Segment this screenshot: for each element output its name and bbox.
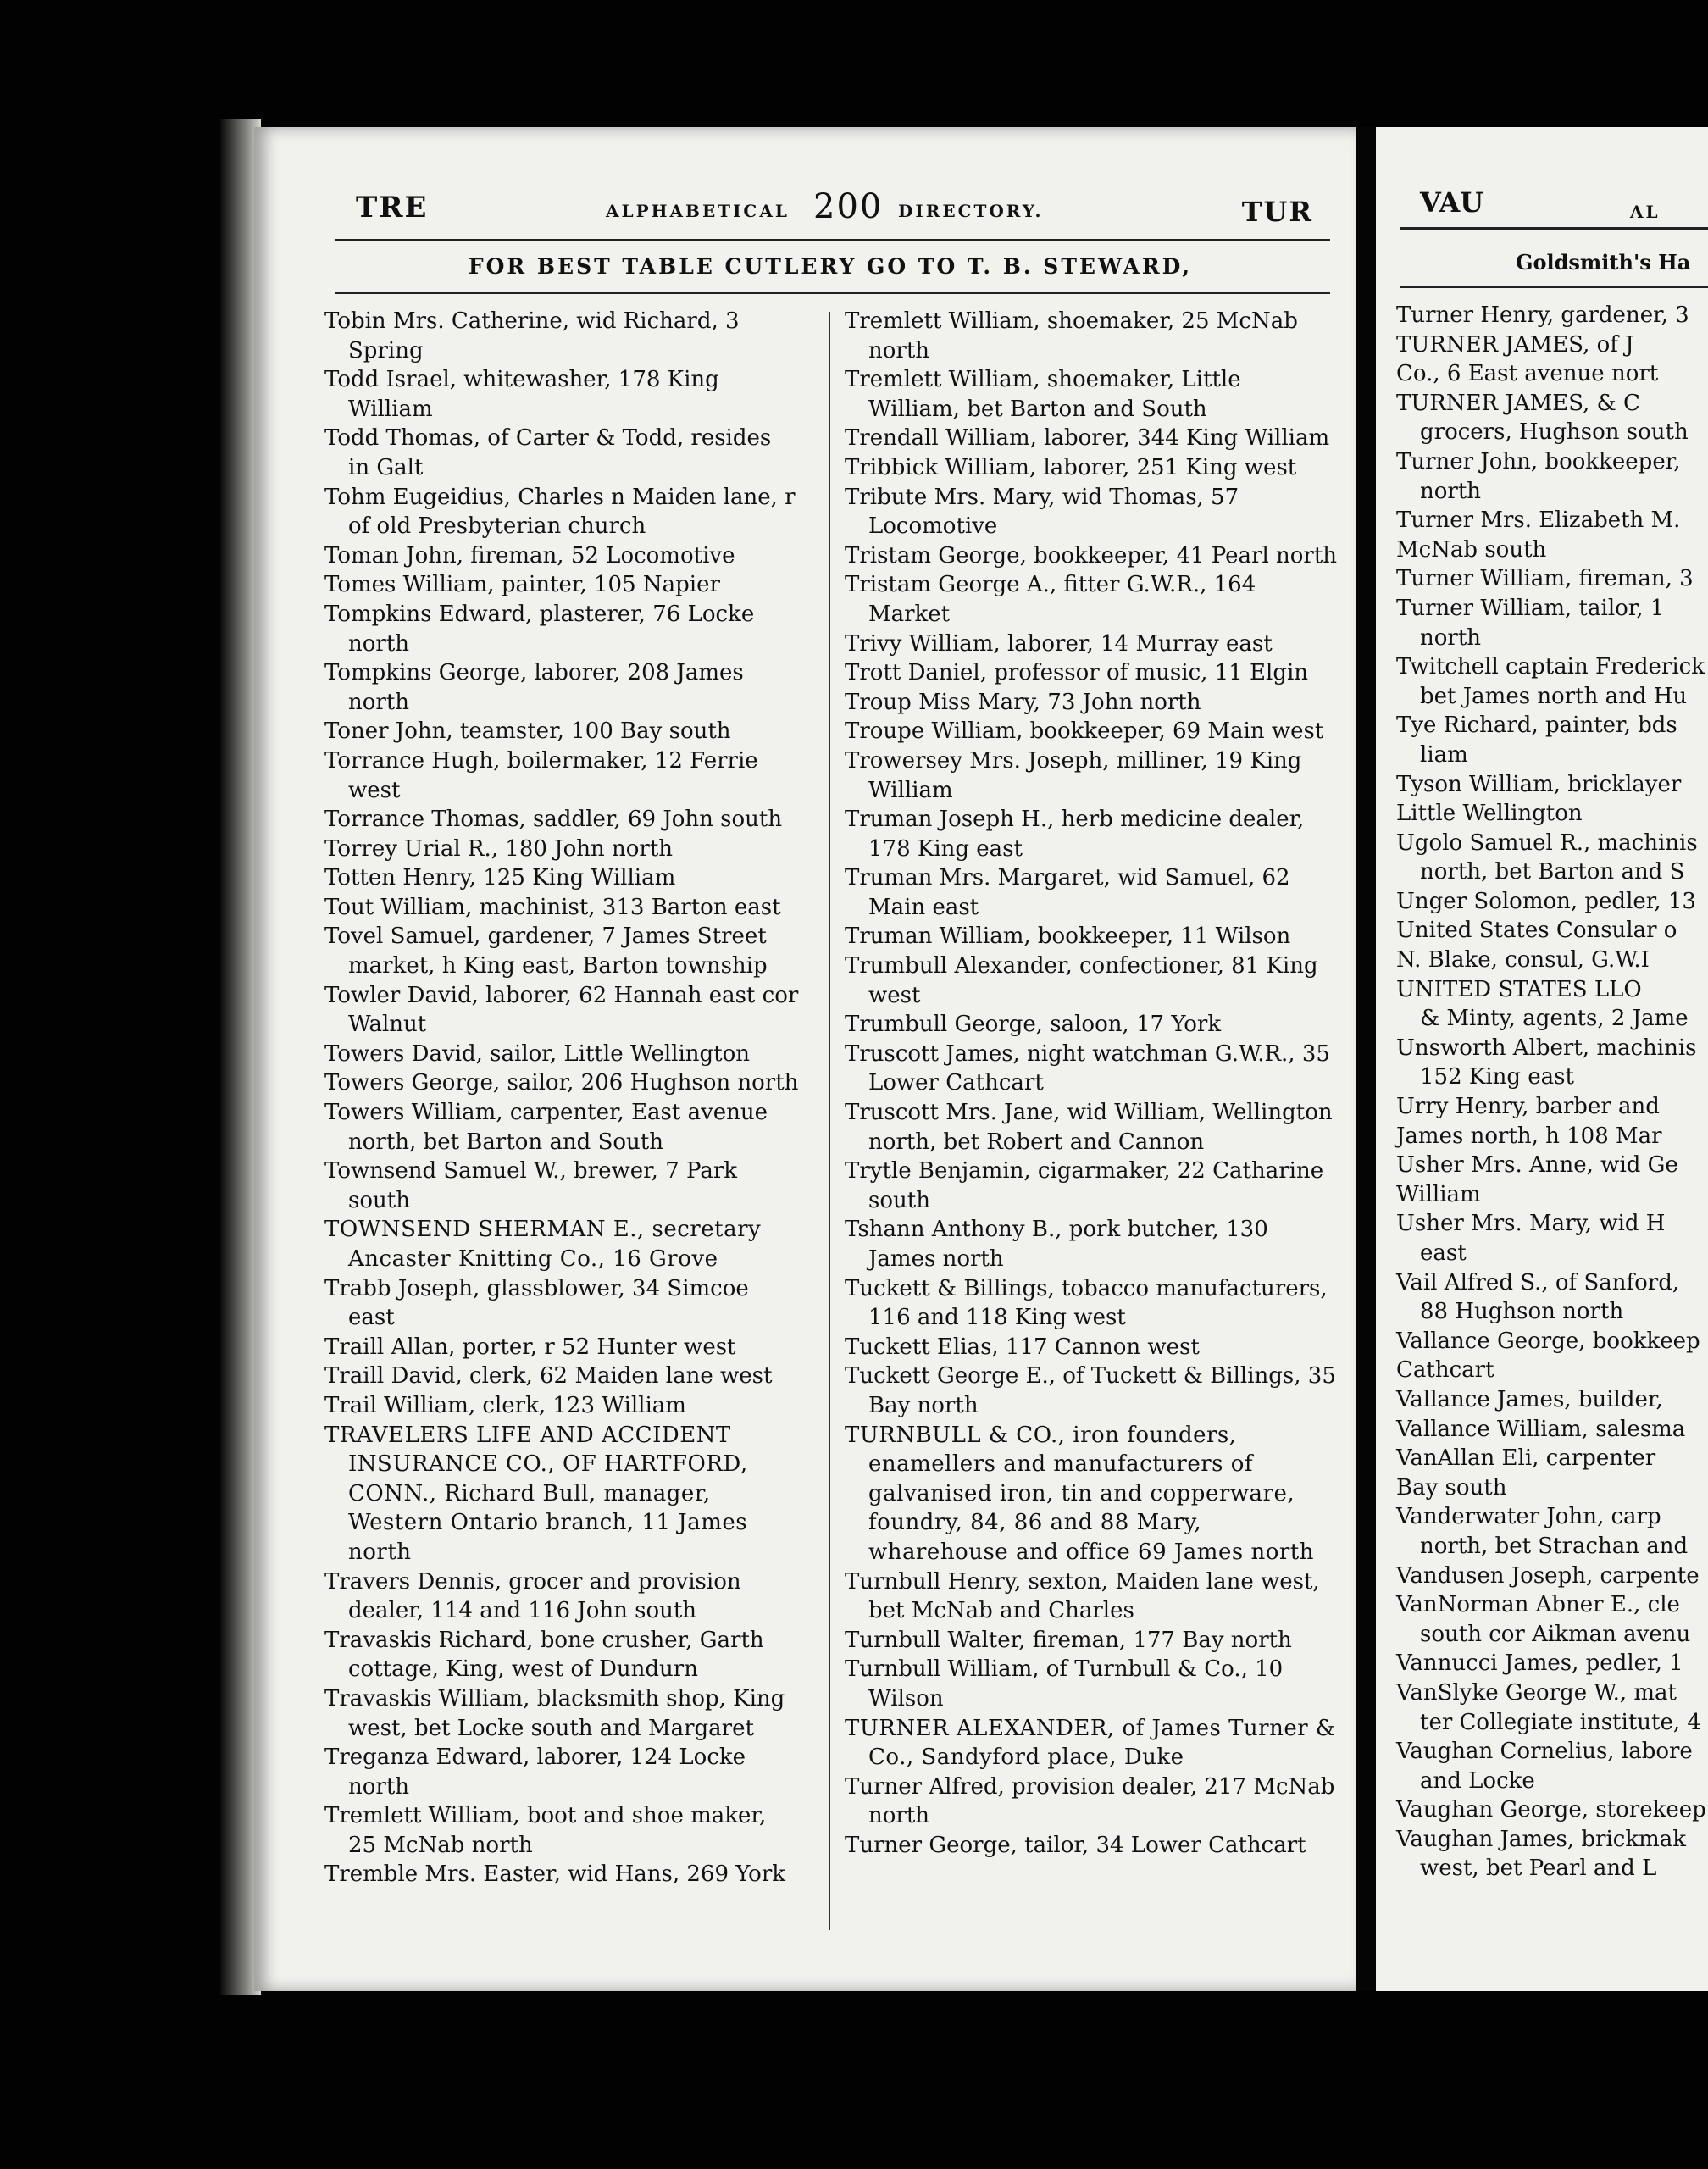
directory-entry: TRAVELERS LIFE AND ACCIDENT INSURANCE CO., OF HARTFORD, CONN., Richard Bull, manager, Western Ontario branch, 11 James north xyxy=(324,1422,748,1565)
directory-entry: Torrance Hugh, boilermaker, 12 Ferrie west xyxy=(324,747,758,803)
directory-line-fragment: south cor Aikman avenu xyxy=(1420,1621,1691,1647)
directory-line-fragment: north, bet Barton and S xyxy=(1420,859,1685,885)
directory-title-part2: DIRECTORY. xyxy=(898,201,1044,221)
directory-entry: Totten Henry, 125 King William xyxy=(324,865,676,891)
directory-entry: Trendall William, laborer, 344 King William xyxy=(845,425,1330,452)
directory-line-fragment: Twitchell captain Frederick xyxy=(1396,654,1705,680)
directory-entry: Troupe William, bookkeeper, 69 Main west xyxy=(845,718,1324,745)
directory-entry: Trytle Benjamin, cigarmaker, 22 Catharine south xyxy=(845,1158,1324,1213)
directory-entry: Trowersey Mrs. Joseph, milliner, 19 King William xyxy=(845,747,1302,803)
directory-line-fragment: Co., 6 East avenue nort xyxy=(1396,361,1659,387)
directory-line-fragment: Turner Henry, gardener, 3 xyxy=(1396,302,1689,328)
right-page xyxy=(1376,127,1708,1991)
directory-line-fragment: Vallance George, bookkeep xyxy=(1396,1328,1700,1354)
directory-line-fragment: Unger Solomon, pedler, 13 xyxy=(1396,888,1696,914)
directory-entry: Trabb Joseph, glassblower, 34 Simcoe east xyxy=(324,1275,749,1331)
directory-entry: Torrance Thomas, saddler, 69 John south xyxy=(324,807,783,833)
directory-line-fragment: ter Collegiate institute, 4 xyxy=(1420,1709,1701,1735)
directory-line-fragment: Usher Mrs. Anne, wid Ge xyxy=(1396,1152,1678,1179)
directory-line-fragment: Vail Alfred S., of Sanford, xyxy=(1396,1269,1680,1295)
directory-line-fragment: William xyxy=(1396,1181,1481,1207)
directory-entry: Turner Alfred, provision dealer, 217 McNab north xyxy=(845,1773,1335,1829)
directory-entry: Trivy William, laborer, 14 Murray east xyxy=(845,630,1273,657)
directory-entry: Truscott James, night watchman G.W.R., 35 Lower Cathcart xyxy=(845,1040,1330,1096)
directory-entry: TURNBULL & CO., iron founders, enamellers and manufacturers of galvanised iron, tin and copperware, foundry, 84, 86 and 88 Mary, wharehouse and office 69 James north xyxy=(845,1422,1314,1565)
directory-entry: Tshann Anthony B., pork butcher, 130 James north xyxy=(845,1217,1268,1272)
directory-entry: Torrey Urial R., 180 John north xyxy=(324,835,674,862)
directory-line-fragment: McNab south xyxy=(1396,536,1547,563)
directory-line-fragment: VanNorman Abner E., cle xyxy=(1396,1592,1680,1618)
directory-entry: Towers William, carpenter, East avenue north, bet Barton and South xyxy=(324,1100,768,1155)
directory-entry: Truman William, bookkeeper, 11 Wilson xyxy=(845,924,1291,950)
directory-entry: Trumbull Alexander, confectioner, 81 King west xyxy=(845,953,1318,1008)
directory-entry: Todd Thomas, of Carter & Todd, resides in Galt xyxy=(324,425,772,480)
directory-entry: Trail William, clerk, 123 William xyxy=(324,1392,686,1418)
directory-line-fragment: and Locke xyxy=(1420,1767,1535,1794)
directory-line-fragment: VanAllan Eli, carpenter xyxy=(1396,1445,1656,1472)
directory-entry: Tremlett William, shoemaker, Little William, bet Barton and South xyxy=(845,367,1241,422)
directory-entry: Tuckett & Billings, tobacco manufacturers, 116 and 118 King west xyxy=(845,1275,1328,1331)
directory-line-fragment: north, bet Strachan and xyxy=(1420,1533,1689,1559)
directory-line-fragment: James north, h 108 Mar xyxy=(1396,1123,1662,1149)
directory-entry: Turner George, tailor, 34 Lower Cathcart xyxy=(845,1832,1306,1858)
directory-line-fragment: west, bet Pearl and L xyxy=(1420,1856,1657,1882)
directory-entry: Turnbull William, of Turnbull & Co., 10 Wilson xyxy=(845,1656,1284,1711)
directory-line-fragment: Tyson William, bricklayer xyxy=(1396,771,1682,797)
directory-line-fragment: N. Blake, consul, G.W.I xyxy=(1396,947,1650,974)
page-gutter xyxy=(1356,127,1376,1991)
directory-line-fragment: 152 King east xyxy=(1420,1064,1574,1090)
directory-entry: Truman Mrs. Margaret, wid Samuel, 62 Main east xyxy=(845,865,1290,920)
directory-entry: Tremble Mrs. Easter, wid Hans, 269 York xyxy=(324,1861,786,1888)
right-page-banner: Goldsmith's Ha xyxy=(1516,250,1691,275)
directory-entry: Tompkins Edward, plasterer, 76 Locke north xyxy=(324,601,755,657)
directory-line-fragment: Vallance James, builder, xyxy=(1396,1386,1663,1412)
right-banner-rule xyxy=(1400,286,1708,288)
directory-entry: Towers David, sailor, Little Wellington xyxy=(324,1040,751,1067)
directory-entry: TURNER ALEXANDER, of James Turner & Co., Sandyford place, Duke xyxy=(845,1715,1336,1771)
directory-entry: Tobin Mrs. Catherine, wid Richard, 3 Spring xyxy=(324,308,740,363)
directory-line-fragment: Cathcart xyxy=(1396,1357,1494,1384)
directory-entry: Travaskis Richard, bone crusher, Garth cottage, King, west of Dundurn xyxy=(324,1627,764,1683)
directory-entry: Turnbull Walter, fireman, 177 Bay north xyxy=(845,1627,1292,1653)
directory-line-fragment: north xyxy=(1420,478,1482,504)
directory-line-fragment: Vanderwater John, carp xyxy=(1396,1504,1661,1530)
directory-entry: Tribute Mrs. Mary, wid Thomas, 57 Locomotive xyxy=(845,484,1239,540)
directory-entry: Tremlett William, boot and shoe maker, 25 McNab north xyxy=(324,1803,767,1858)
directory-line-fragment: Turner John, bookkeeper, xyxy=(1396,448,1681,474)
directory-line-fragment: Vandusen Joseph, carpente xyxy=(1396,1562,1700,1589)
right-column xyxy=(1396,301,1708,1883)
directory-entry: Trumbull George, saloon, 17 York xyxy=(845,1012,1222,1038)
running-head xyxy=(356,187,1313,241)
directory-entry: Tovel Samuel, gardener, 7 James Street market, h King east, Barton township xyxy=(324,924,768,979)
directory-entry: Todd Israel, whitewasher, 178 King William xyxy=(324,367,719,422)
directory-entry: Toman John, fireman, 52 Locomotive xyxy=(324,542,735,569)
directory-entry: Towers George, sailor, 206 Hughson north xyxy=(324,1070,799,1096)
directory-line-fragment: TURNER JAMES, & C xyxy=(1396,390,1640,416)
directory-line-fragment: Vaughan George, storekeep xyxy=(1396,1797,1706,1823)
directory-entry: Treganza Edward, laborer, 124 Locke north xyxy=(324,1745,746,1800)
directory-entry: Traill Allan, porter, r 52 Hunter west xyxy=(324,1334,736,1360)
directory-entry: Tristam George, bookkeeper, 41 Pearl north xyxy=(845,542,1338,569)
advertising-banner: FOR BEST TABLE CUTLERY GO TO T. B. STEWARD, xyxy=(468,254,1193,279)
directory-entry: TOWNSEND SHERMAN E., secretary Ancaster Knitting Co., 16 Grove xyxy=(324,1217,762,1272)
page-number: 200 xyxy=(813,187,884,226)
directory-entry: Travers Dennis, grocer and provision dealer, 114 and 116 John south xyxy=(324,1568,741,1624)
left-column xyxy=(324,307,799,1889)
right-page-title-fragment: AL xyxy=(1630,202,1661,222)
directory-line-fragment: Vaughan Cornelius, labore xyxy=(1396,1739,1693,1765)
directory-entry: Turnbull Henry, sexton, Maiden lane west, bet McNab and Charles xyxy=(845,1568,1320,1624)
directory-line-fragment: east xyxy=(1420,1240,1467,1266)
directory-line-fragment: Tye Richard, painter, bds xyxy=(1396,713,1678,739)
directory-line-fragment: bet James north and Hu xyxy=(1420,683,1688,709)
directory-line-fragment: Vallance William, salesma xyxy=(1396,1416,1686,1442)
directory-line-fragment: VanSlyke George W., mat xyxy=(1396,1679,1677,1706)
right-header-rule xyxy=(1400,227,1708,230)
directory-entry: Trott Daniel, professor of music, 11 Elgin xyxy=(845,660,1309,686)
directory-entry: Tout William, machinist, 313 Barton east xyxy=(324,894,781,920)
directory-line-fragment: Vannucci James, pedler, 1 xyxy=(1396,1650,1683,1677)
directory-line-fragment: & Minty, agents, 2 Jame xyxy=(1420,1006,1689,1032)
directory-entry: Tremlett William, shoemaker, 25 McNab north xyxy=(845,308,1298,363)
directory-line-fragment: TURNER JAMES, of J xyxy=(1396,331,1634,358)
directory-line-fragment: Turner William, tailor, 1 xyxy=(1396,595,1665,621)
directory-line-fragment: Usher Mrs. Mary, wid H xyxy=(1396,1211,1666,1237)
directory-line-fragment: Urry Henry, barber and xyxy=(1396,1094,1660,1120)
left-guide-word: TRE xyxy=(356,191,429,225)
directory-line-fragment: Unsworth Albert, machinis xyxy=(1396,1035,1697,1061)
directory-line-fragment: Turner Mrs. Elizabeth M. xyxy=(1396,508,1681,534)
directory-entry: Toner John, teamster, 100 Bay south xyxy=(324,718,731,745)
directory-line-fragment: Ugolo Samuel R., machinis xyxy=(1396,829,1698,856)
directory-entry: Troup Miss Mary, 73 John north xyxy=(845,689,1201,715)
directory-entry: Townsend Samuel W., brewer, 7 Park south xyxy=(324,1158,738,1213)
directory-line-fragment: Little Wellington xyxy=(1396,801,1583,827)
directory-line-fragment: 88 Hughson north xyxy=(1420,1299,1624,1325)
directory-entry: Tribbick William, laborer, 251 King west xyxy=(845,454,1297,480)
directory-line-fragment: UNITED STATES LLO xyxy=(1396,976,1642,1002)
directory-entry: Tuckett George E., of Tuckett & Billings, 35 Bay north xyxy=(845,1363,1336,1418)
directory-line-fragment: grocers, Hughson south xyxy=(1420,419,1689,446)
directory-entry: Tohm Eugeidius, Charles n Maiden lane, r of old Presbyterian church xyxy=(324,484,796,540)
directory-entry: Truman Joseph H., herb medicine dealer, 178 King east xyxy=(845,807,1305,862)
directory-entry: Traill David, clerk, 62 Maiden lane west xyxy=(324,1363,773,1390)
directory-entry: Travaskis William, blacksmith shop, King west, bet Locke south and Margaret xyxy=(324,1685,785,1741)
directory-line-fragment: north xyxy=(1420,624,1482,651)
banner-rule xyxy=(335,292,1330,294)
directory-entry: Towler David, laborer, 62 Hannah east cor Walnut xyxy=(324,982,799,1038)
column-divider xyxy=(829,312,830,1930)
directory-entry: Tompkins George, laborer, 208 James north xyxy=(324,660,744,715)
directory-entry: Tuckett Elias, 117 Cannon west xyxy=(845,1334,1200,1360)
directory-line-fragment: Bay south xyxy=(1396,1474,1507,1501)
directory-title-part1: ALPHABETICAL xyxy=(606,201,790,221)
directory-line-fragment: liam xyxy=(1420,741,1468,768)
directory-entry: Truscott Mrs. Jane, wid William, Wellington north, bet Robert and Cannon xyxy=(845,1100,1333,1155)
directory-line-fragment: Vaughan James, brickmak xyxy=(1396,1826,1686,1852)
directory-entry: Tristam George A., fitter G.W.R., 164 Market xyxy=(845,572,1256,627)
directory-line-fragment: United States Consular o xyxy=(1396,918,1678,944)
header-rule xyxy=(335,239,1330,241)
right-page-guide-word: VAU xyxy=(1420,186,1484,219)
directory-line-fragment: Turner William, fireman, 3 xyxy=(1396,566,1694,592)
right-guide-word: TUR xyxy=(1241,196,1313,228)
directory-entry: Tomes William, painter, 105 Napier xyxy=(324,572,720,598)
middle-column xyxy=(845,307,1338,1860)
